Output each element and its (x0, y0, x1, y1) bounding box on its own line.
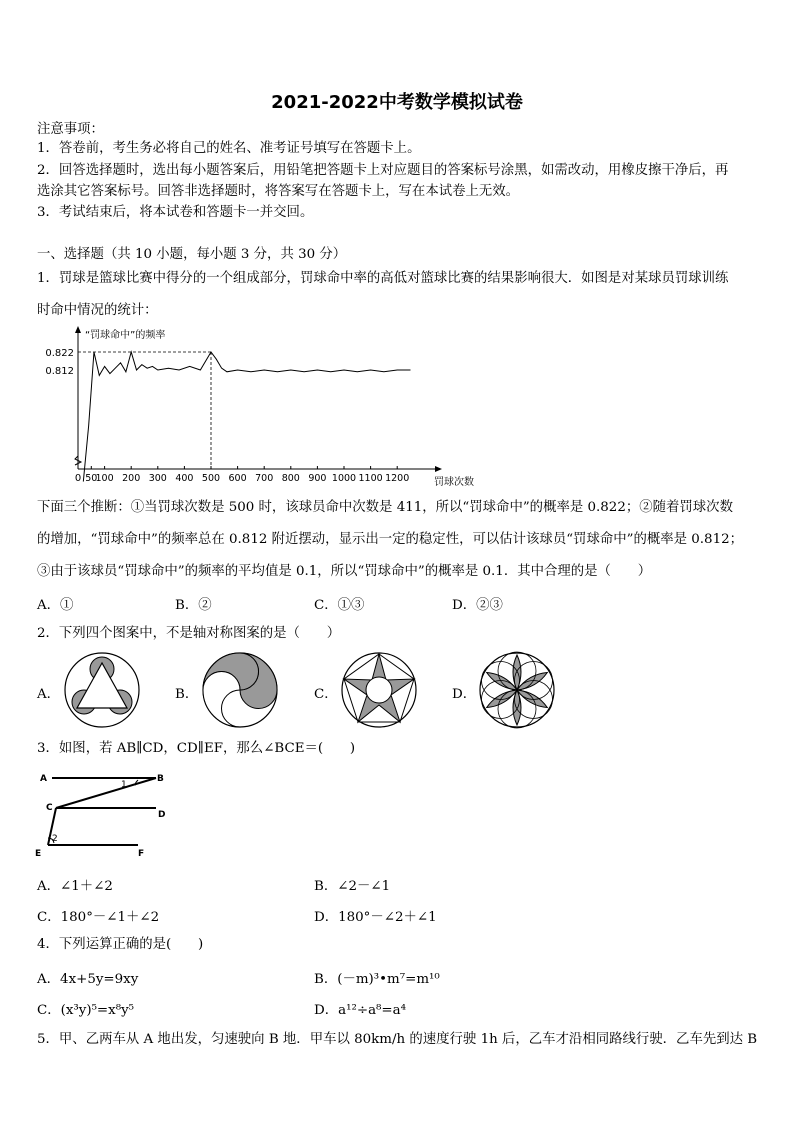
question-1-reasoning: ③由于该球员“罚球命中”的频率的平均值是 0.1，所以“罚球命中”的概率是 0.1．其中合理的是（ ） (37, 564, 652, 579)
question-5-stem: 5．甲、乙两车从 A 地出发，匀速驶向 B 地．甲车以 80km/h 的速度行驶 1h 后，乙车才沿相同路线行驶．乙车先到达 B (37, 1032, 758, 1047)
option-d-label: D． (452, 687, 477, 702)
angle-label-2: 2 (52, 834, 58, 844)
point-label-b: B (157, 774, 164, 784)
pattern-c-star-figure (339, 650, 419, 730)
x-tick-label: 50 (85, 473, 98, 484)
pattern-d-flower-figure (477, 650, 557, 730)
parallel-lines-figure (34, 768, 174, 860)
notice-item: 选涂其它答案标号。回答非选择题时，将答案写在答题卡上，写在本试卷上无效。 (37, 184, 520, 199)
question-1-stem: 1．罚球是篮球比赛中得分的一个组成部分，罚球命中率的高低对篮球比赛的结果影响很大．如图是对某球员罚球训练 (37, 271, 729, 286)
x-tick-label: 1200 (385, 473, 410, 484)
option-c: C．180°－∠1＋∠2 (37, 910, 160, 925)
option-c: C．①③ (314, 598, 365, 613)
notice-item: 3．考试结束后，将本试卷和答题卡一并交回。 (37, 205, 314, 220)
chart-y-arrow (75, 326, 81, 333)
notice-item: 2．回答选择题时，选出每小题答案后，用铅笔把答题卡上对应题目的答案标号涂黑，如需改动，用橡皮擦干净后，再 (37, 163, 729, 178)
pattern-a-triangle-figure (62, 650, 142, 730)
section-heading: 一、选择题（共 10 小题，每小题 3 分，共 30 分） (37, 247, 347, 262)
point-label-e: E (35, 849, 42, 859)
question-1-reasoning: 的增加，“罚球命中”的频率总在 0.812 附近摆动，显示出一定的稳定性，可以估计该球员“罚球命中”的概率是 0.812； (37, 532, 744, 547)
point-label-a: A (40, 774, 47, 784)
angle-label-1: 1 (121, 780, 127, 790)
frequency-line-chart (30, 324, 500, 492)
x-tick-label: 700 (255, 473, 274, 484)
option-b-label: B． (175, 687, 199, 702)
x-tick-label: 400 (175, 473, 194, 484)
option-c: C．(x³y)⁵=x⁸y⁵ (37, 1003, 135, 1018)
question-2-stem: 2．下列四个图案中，不是轴对称图案的是（ ） (37, 626, 341, 641)
point-label-f: F (138, 849, 145, 859)
chart-y-axis-label: “罚球命中”的频率 (85, 330, 166, 341)
option-a: A．4x+5y=9xy (37, 972, 139, 987)
notice-heading: 注意事项： (37, 122, 104, 137)
option-d: D．a¹²÷a⁸=a⁴ (314, 1003, 406, 1018)
x-tick-label: 1000 (331, 473, 357, 484)
x-tick-label: 1100 (358, 473, 383, 484)
x-tick-label: 300 (148, 473, 167, 484)
option-c-label: C． (314, 687, 338, 702)
notice-item: 1．答卷前，考生务必将自己的姓名、准考证号填写在答题卡上。 (37, 141, 421, 156)
option-b: B．∠2－∠1 (314, 879, 391, 894)
page-title: 2021-2022中考数学模拟试卷 (271, 92, 523, 113)
option-a-label: A． (37, 687, 61, 702)
x-tick-label: 900 (308, 473, 327, 484)
question-4-stem: 4．下列运算正确的是( ) (37, 937, 204, 952)
question-1-reasoning: 下面三个推断：①当罚球次数是 500 时，该球员命中次数是 411，所以“罚球命中”的概率是 0.822；②随着罚球次数 (37, 500, 733, 515)
chart-x-axis-label: 罚球次数 (434, 477, 474, 488)
option-a: A．① (37, 598, 74, 613)
chart-series-line (83, 352, 410, 482)
option-b: B．(－m)³•m⁷=m¹⁰ (314, 972, 440, 987)
question-1-stem-cont: 时命中情况的统计： (37, 303, 158, 318)
question-3-stem: 3．如图，若 AB∥CD，CD∥EF，那么∠BCE＝( ) (37, 741, 356, 756)
y-tick-label: 0.812 (45, 366, 74, 377)
y-tick-label: 0.822 (45, 348, 74, 359)
option-a: A．∠1＋∠2 (37, 879, 113, 894)
x-tick-label: 500 (201, 473, 221, 484)
point-label-c: C (46, 803, 53, 813)
x-tick-label: 200 (122, 473, 141, 484)
option-d: D．180°－∠2＋∠1 (314, 910, 437, 925)
pattern-b-swirl-figure (200, 650, 280, 730)
x-tick-label: 100 (95, 473, 114, 484)
origin-label: 0 (74, 473, 82, 484)
x-tick-label: 600 (228, 473, 247, 484)
chart-x-arrow (435, 466, 442, 472)
option-d: D．②③ (452, 598, 503, 613)
x-tick-label: 800 (281, 473, 300, 484)
point-label-d: D (158, 810, 166, 820)
option-b: B．② (175, 598, 212, 613)
